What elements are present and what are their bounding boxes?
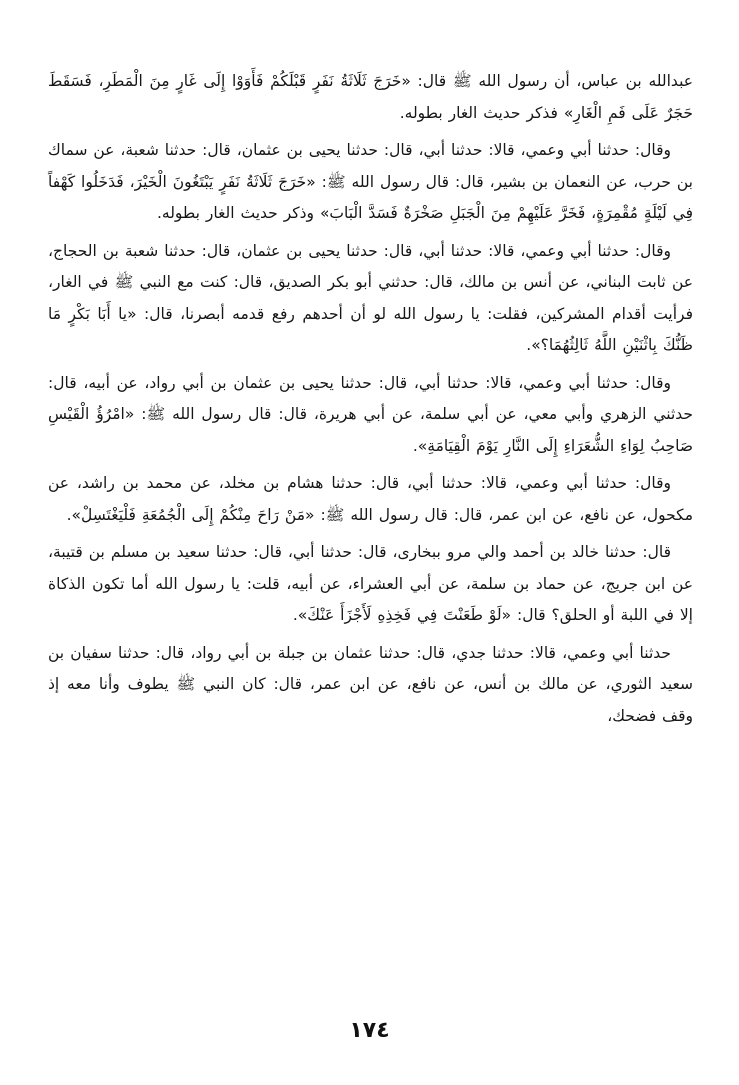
paragraph-7: حدثنا أبي وعمي، قالا: حدثنا جدي، قال: حدثنا عثمان بن جبلة بن أبي رواد، قال: حدثنا سفيان بن سعيد الثوري، عن مالك بن أنس، عن نافع، عن ابن عمر، قال: كان النبي ﷺ يطوف وأنا معه إذ وقف فضحك، xyxy=(48,643,693,725)
paragraph-5: وقال: حدثنا أبي وعمي، قالا: حدثنا أبي، قال: حدثنا هشام بن مخلد، عن محمد بن راشد، عن مكحول، عن نافع، عن ابن عمر، قال: قال رسول الله ﷺ: «مَنْ رَاحَ مِنْكُمْ إِلَى الْجُمُعَةِ فَلْيَغْتَسِلْ». xyxy=(48,474,693,524)
paragraph-4: وقال: حدثنا أبي وعمي، قالا: حدثنا أبي، قال: حدثنا يحيى بن عثمان بن أبي رواد، عن أبيه، قال: حدثني الزهري وأبي معي، عن أبي سلمة، عن أبي هريرة، قال: قال رسول الله ﷺ: «امْرُؤُ الْقَيْسِ صَاحِبُ لِوَاءِ الشُّعَرَاءِ إِلَى النَّارِ يَوْمَ الْقِيَامَةِ». xyxy=(48,373,693,455)
text-block xyxy=(48,66,693,732)
paragraph-6: قال: حدثنا خالد بن أحمد والي مرو ببخارى، قال: حدثنا أبي، قال: حدثنا سعيد بن مسلم بن قتيبة، عن ابن جريج، عن حماد بن سلمة، عن أبي العشراء، عن أبيه، قلت: يا رسول الله أما تكون الذكاة إلا في اللبة أو الحلق؟ قال: «لَوْ طَعَنْتَ فِي فَخِذِهِ لَأَجْزَأَ عَنْكَ». xyxy=(48,543,693,624)
paragraph-2: وقال: حدثنا أبي وعمي، قالا: حدثنا أبي، قال: حدثنا يحيى بن عثمان، قال: حدثنا شعبة، عن سماك بن حرب، عن النعمان بن بشير، قال: قال رسول الله ﷺ: «خَرَجَ ثَلَاثَةُ نَفَرٍ يَبْتَغُونَ الْخَيْرَ، فَدَخَلُوا كَهْفاً فِي لَيْلَةٍ مُقْمِرَةٍ، فَخَرَّ عَلَيْهِمْ مِنَ الْجَبَلِ صَخْرَةٌ فَسَدَّ الْبَابَ» وذكر حديث الغار بطوله. xyxy=(48,141,693,222)
paragraph-3: وقال: حدثنا أبي وعمي، قالا: حدثنا أبي، قال: حدثنا يحيى بن عثمان، قال: حدثنا شعبة بن الحجاج، عن ثابت البناني، عن أنس بن مالك، قال: حدثني أبو بكر الصديق، قال: كنت مع النبي ﷺ في الغار، فرأيت أقدام المشركين، فقلت: يا رسول الله لو أن أحدهم رفع قدمه أبصرنا، قال: «يا أَبَا بَكْرٍ مَا ظَنُّكَ بِاثْنَيْنِ اللَّهُ ثَالِثُهُمَا؟». xyxy=(48,241,693,354)
paragraph-1: عبدالله بن عباس، أن رسول الله ﷺ قال: «خَرَجَ ثَلَاثَةُ نَفَرٍ قَبْلَكُمْ فَأَوَوْا إِلَى غَارٍ مِنَ الْمَطَرِ، فَسَقَطَ حَجَرٌ عَلَى فَمِ الْغَارِ» فذكر حديث الغار بطوله. xyxy=(48,72,693,122)
page-number: ١٧٤ xyxy=(349,1018,390,1043)
